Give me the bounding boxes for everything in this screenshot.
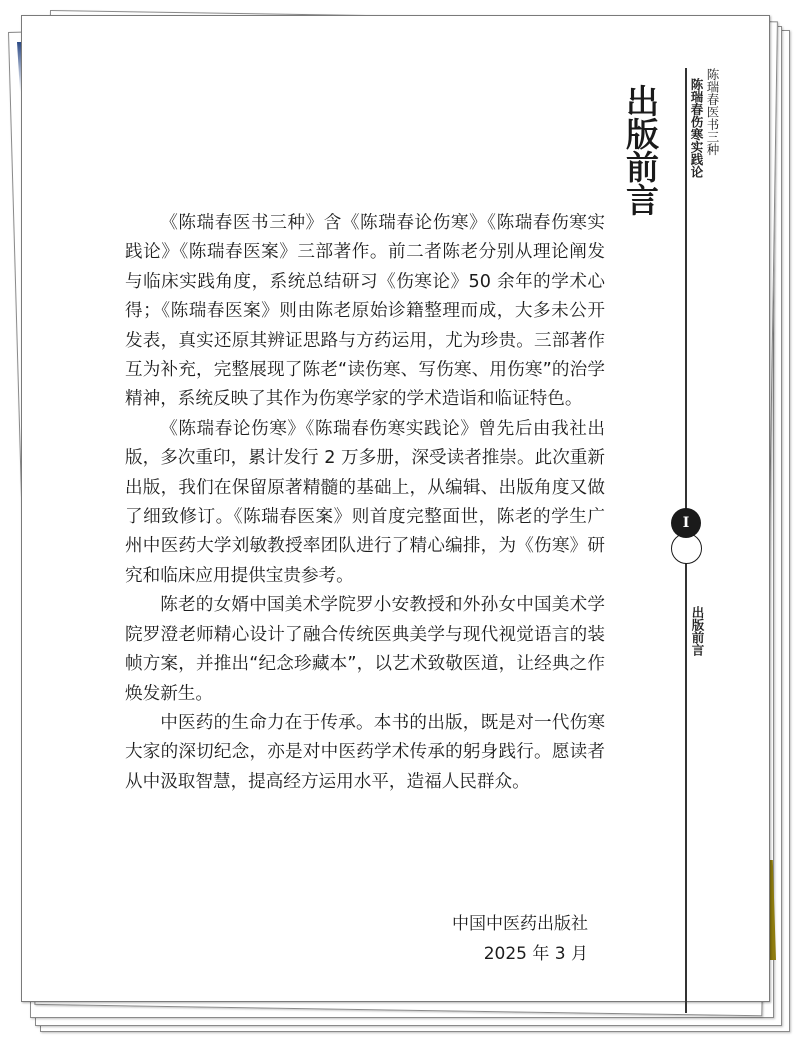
running-head [688,68,720,178]
paragraph-1: 《陈瑞春医书三种》含《陈瑞春论伤寒》《陈瑞春伤寒实践论》《陈瑞春医案》三部著作。前二者陈老分别从理论阐发与临床实践角度，系统总结研习《伤寒论》50 余年的学术心得；《陈瑞春医案》则由陈老原始诊籍整理而成，大多未公开发表，真实还原其辨证思路与方药运用，尤为珍贵。三部著作互为补充，完整展现了陈老“读伤寒、写伤寒、用伤寒”的治学精神，系统反映了其作为伤寒学家的学术造诣和临证特色。 [125,213,605,410]
document-page [21,15,770,1002]
signature-block [452,909,588,969]
publication-date: 2025 年 3 月 [483,944,588,964]
paragraph-4: 中医药的生命力在于传承。本书的出版，既是对一代伤寒大家的深切纪念，亦是对中医药学术传承的躬身践行。愿读者从中汲取智慧，提高经方运用水平，造福人民群众。 [125,712,605,792]
book-title: 陈瑞春伤寒实践论 [689,78,704,178]
paragraph-2: 《陈瑞春论伤寒》《陈瑞春伤寒实践论》曾先后由我社出版，多次重印，累计发行 2 万多册，深受读者推崇。此次重新出版，我们在保留原著精髓的基础上，从编辑、出版角度又做了细致修订。《陈瑞春医案》则首度完整面世，陈老的学生广州中医药大学刘敏教授率团队进行了精心编排，为《伤寒》研究和临床应用提供宝贵参考。 [125,418,605,586]
page-number-badge: I [671,508,701,538]
paragraph-3: 陈老的女婿中国美术学院罗小安教授和外孙女中国美术学院罗澄老师精心设计了融合传统医典美学与现代视觉语言的装帧方案，并推出“纪念珍藏本”，以艺术致敬医道，让经典之作焕发新生。 [125,595,605,704]
body-text [125,209,605,797]
publisher-name: 中国中医药出版社 [452,914,588,934]
page-title: 出版前言 [621,84,660,216]
series-title: 陈瑞春医书三种 [705,68,720,156]
section-label: 出版前言 [690,606,705,656]
